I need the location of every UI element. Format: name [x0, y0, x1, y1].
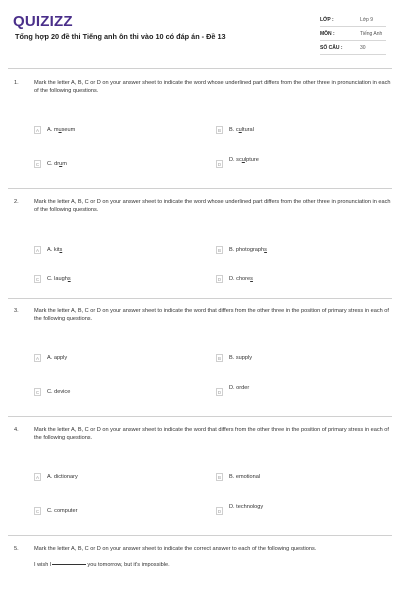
option-letter-box: B [217, 127, 221, 133]
question-number: 3. [14, 308, 19, 314]
question-text: Mark the letter A, B, C or D on your answer sheet to indicate the word whose underlined part differs from the other three in pronunciation in each of the following questions. [34, 199, 391, 214]
question-divider [8, 298, 392, 299]
meta-row-grade [320, 13, 386, 27]
question-divider [8, 416, 392, 417]
meta-row-count [320, 41, 386, 55]
option-b[interactable] [216, 473, 260, 481]
option-d[interactable] [216, 157, 259, 168]
option-text: D. order [229, 385, 250, 391]
option-letter-box: D [217, 389, 222, 395]
question-number: 4. [14, 427, 19, 433]
option-c[interactable] [34, 160, 67, 168]
option-letter-box: B [217, 474, 221, 480]
option-text: B. emotional [229, 474, 261, 480]
option-text: A. kits [47, 247, 63, 253]
header-divider [8, 68, 392, 69]
question-divider [8, 188, 392, 189]
option-letter-box: B [217, 355, 221, 361]
question-sentence: I wish I you tomorrow, but it's impossible. [34, 562, 170, 568]
meta-row-subject [320, 27, 386, 41]
option-letter-box: C [35, 389, 40, 395]
option-letter-box: C [35, 161, 40, 167]
option-text: B. photographs [229, 247, 267, 253]
option-text: B. cultural [229, 127, 254, 133]
option-letter-box: A [35, 247, 39, 253]
answer-blank [52, 564, 86, 565]
option-text: A. dictionary [47, 474, 78, 480]
option-b[interactable] [216, 354, 252, 362]
option-letter-box: A [35, 127, 39, 133]
question-text: Mark the letter A, B, C or D on your answer sheet to indicate the word that differs from the other three in the position of primary stress in each of the following questions. [34, 427, 389, 442]
document-title: Tổng hợp 20 đề thi Tiếng anh ôn thi vào 10 có đáp án - Đề 13 [15, 32, 226, 41]
option-text: D. sculpture [229, 157, 259, 163]
option-letter-box: B [217, 247, 221, 253]
option-text: A. museum [47, 127, 76, 133]
quizizz-logo: QUIZIZZ [13, 13, 73, 30]
meta-key: LỚP : [320, 16, 334, 23]
option-text: D. chores [229, 276, 253, 282]
option-a[interactable] [34, 354, 67, 362]
meta-value: Lớp 9 [360, 16, 374, 23]
meta-value: 30 [360, 44, 366, 51]
question-text: Mark the letter A, B, C or D on your answer sheet to indicate the correct answer to each of the following questions. [34, 546, 317, 552]
option-b[interactable] [216, 126, 254, 134]
option-text: B. supply [229, 355, 253, 361]
meta-box [320, 13, 386, 55]
question-number: 1. [14, 80, 19, 86]
option-letter-box: C [35, 508, 40, 514]
question-divider [8, 535, 392, 536]
option-d[interactable] [216, 385, 250, 396]
option-a[interactable] [34, 126, 75, 134]
option-a[interactable] [34, 473, 78, 481]
option-c[interactable] [34, 388, 70, 396]
option-letter-box: A [35, 355, 39, 361]
option-text: C. device [47, 389, 71, 395]
question-number: 5. [14, 546, 19, 552]
option-d[interactable] [216, 504, 264, 515]
option-c[interactable] [34, 507, 77, 515]
meta-key: MÔN : [320, 30, 335, 37]
option-letter-box: C [35, 276, 40, 282]
option-letter-box: A [35, 474, 39, 480]
option-text: D. technology [229, 504, 264, 510]
question-text: Mark the letter A, B, C or D on your answer sheet to indicate the word that differs from the other three in the position of primary stress in each of the following questions. [34, 308, 389, 323]
option-c[interactable] [34, 275, 71, 283]
meta-value: Tiếng Anh [360, 30, 383, 37]
option-d[interactable] [216, 275, 253, 283]
option-a[interactable] [34, 246, 62, 254]
option-text: A. apply [47, 355, 68, 361]
meta-key: SỐ CÂU : [320, 44, 343, 51]
question-number: 2. [14, 199, 19, 205]
question-text: Mark the letter A, B, C or D on your answer sheet to indicate the word whose underlined part differs from the other three in pronunciation in each of the following questions. [34, 80, 391, 95]
option-text: C. laughs [47, 276, 71, 282]
option-text: C. computer [47, 508, 78, 514]
option-letter-box: D [217, 161, 222, 167]
option-letter-box: D [217, 508, 222, 514]
option-text: C. drum [47, 161, 67, 167]
option-b[interactable] [216, 246, 267, 254]
option-letter-box: D [217, 276, 222, 282]
